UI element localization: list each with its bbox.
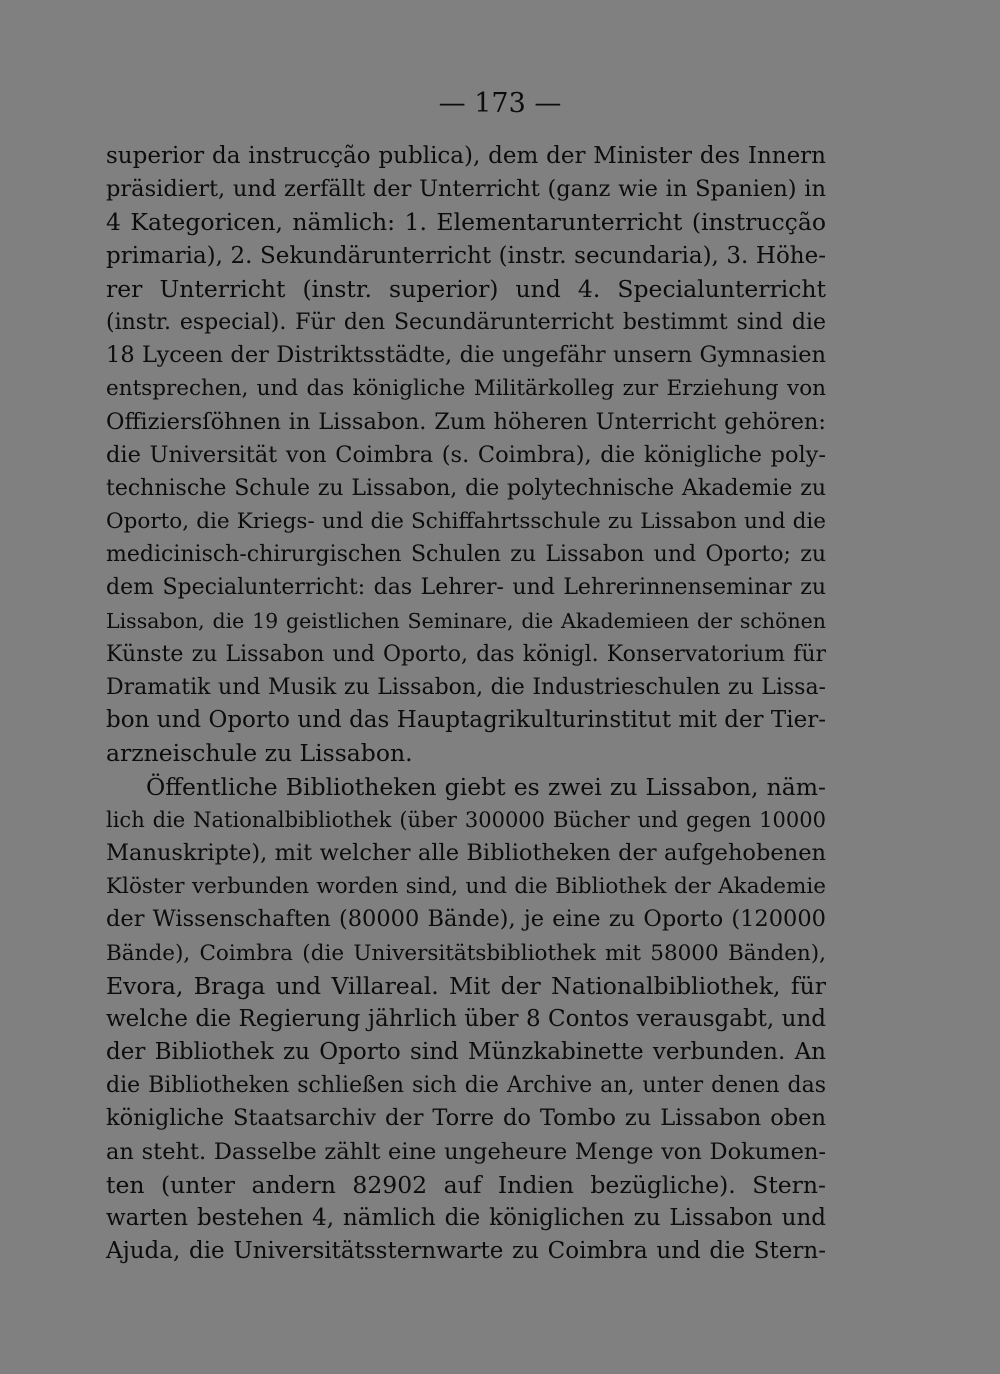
text-line: warten bestehen 4, nämlich die königlichen zu Lissabon und [106, 1205, 826, 1231]
text-line: medicinisch-chirurgischen Schulen zu Lissabon und Oporto; zu [106, 542, 826, 568]
text-line: der Bibliothek zu Oporto sind Münzkabinette verbunden. An [106, 1039, 826, 1066]
text-line: bon und Oporto und das Hauptagrikulturinstitut mit der Tier- [106, 707, 826, 734]
text-line: königliche Staatsarchiv der Torre do Tombo zu Lissabon oben [106, 1105, 826, 1132]
text-line: 4 Kategoricen, nämlich: 1. Elementarunterricht (instrucção [106, 208, 826, 237]
text-line: die Universität von Coimbra (s. Coimbra), die königliche poly- [106, 441, 826, 468]
text-line: die Bibliotheken schließen sich die Archive an, unter denen das [106, 1073, 826, 1099]
text-line: Klöster verbunden worden sind, und die Bibliothek der Akademie [106, 874, 826, 900]
page-number: — 173 — [438, 88, 562, 119]
text-line: welche die Regierung jährlich über 8 Contos verausgabt, und [106, 1005, 826, 1032]
text-line: Manuskripte), mit welcher alle Bibliotheken der aufgehobenen [106, 839, 826, 866]
text-line: Offiziersſöhnen in Lissabon. Zum höheren Unterricht gehören: [106, 408, 826, 435]
text-line: der Wissenschaften (80000 Bände), je eine zu Oporto (120000 [106, 906, 826, 933]
text-line: Oporto, die Kriegs- und die Schiffahrtsschule zu Lissabon und die [106, 509, 826, 535]
text-line: lich die Nationalbibliothek (über 300000 Bücher und gegen 10000 [106, 807, 826, 832]
text-line: dem Specialunterricht: das Lehrer- und Lehrerinnenseminar zu [106, 575, 826, 601]
text-line: technische Schule zu Lissabon, die polytechnische Akademie zu [106, 475, 826, 501]
text-line: Öffentliche Bibliotheken giebt es zwei zu Lissabon, näm- [146, 772, 826, 801]
text-line: Evora, Braga und Villareal. Mit der Nationalbibliothek, für [106, 971, 826, 1000]
text-line: an steht. Dasselbe zählt eine ungeheure Menge von Dokumen- [106, 1138, 826, 1165]
text-line: Lissabon, die 19 geistlichen Seminare, die Akademieen der schönen [106, 608, 826, 633]
text-line: 18 Lyceen der Distriktsstädte, die ungefähr unsern Gymnasien [106, 342, 826, 369]
text-line: entsprechen, und das königliche Militärkolleg zur Erziehung von [106, 376, 826, 402]
text-line: präsidiert, und zerfällt der Unterricht (ganz wie in Spanien) in [106, 176, 826, 203]
text-line: rer Unterricht (instr. superior) und 4. Specialunterricht [106, 274, 826, 303]
text-line: Künste zu Lissabon und Oporto, das königl. Konservatorium für [106, 641, 826, 667]
text-line: superior da instrucção publica), dem der Minister des Innern [106, 143, 826, 169]
text-line: (instr. especial). Für den Secundärunterricht bestimmt sind die [106, 309, 826, 335]
text-line: Dramatik und Musik zu Lissabon, die Industrieschulen zu Lissa- [106, 675, 826, 700]
text-line: Bände), Coimbra (die Universitätsbibliothek mit 58000 Bänden), [106, 940, 826, 966]
body-text [106, 140, 826, 1268]
text-line: ten (unter andern 82902 auf Indien bezügliche). Stern- [106, 1170, 826, 1199]
text-line: Ajuda, die Universitätssternwarte zu Coimbra und die Stern- [106, 1238, 826, 1265]
text-line: primaria), 2. Sekundärunterricht (instr. secundaria), 3. Höhe- [106, 242, 826, 269]
text-line: arzneischule zu Lissabon. [106, 739, 413, 768]
